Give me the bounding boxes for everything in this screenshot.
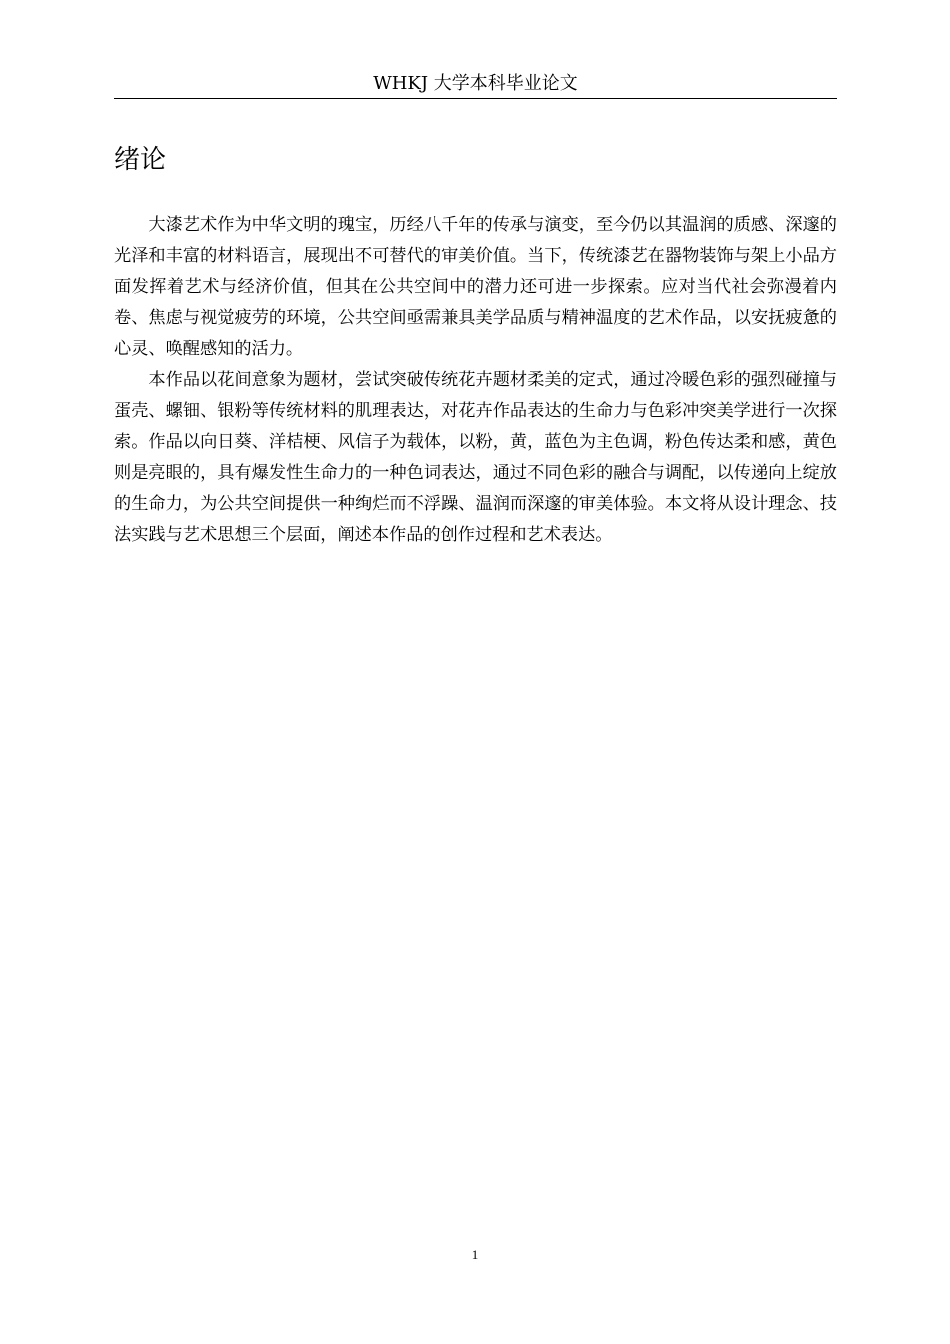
paragraph: 本作品以花间意象为题材，尝试突破传统花卉题材柔美的定式，通过冷暖色彩的强烈碰撞与蛋壳、螺钿、银粉等传统材料的肌理表达，对花卉作品表达的生命力与色彩冲突美学进行一次探索。作品以向日葵、洋桔梗、风信子为载体，以粉，黄，蓝色为主色调，粉色传达柔和感，黄色则是亮眼的，具有爆发性生命力的一种色词表达，通过不同色彩的融合与调配，以传递向上绽放的生命力，为公共空间提供一种绚烂而不浮躁、温润而深邃的审美体验。本文将从设计理念、技法实践与艺术思想三个层面，阐述本作品的创作过程和艺术表达。 <box>114 370 837 545</box>
section-title: 绪论 <box>114 145 167 175</box>
header-divider <box>114 98 837 99</box>
header-title: WHKJ 大学本科毕业论文 <box>373 73 578 94</box>
page-header <box>114 70 837 98</box>
paragraph: 大漆艺术作为中华文明的瑰宝，历经八千年的传承与演变，至今仍以其温润的质感、深邃的光泽和丰富的材料语言，展现出不可替代的审美价值。当下，传统漆艺在器物装饰与架上小品方面发挥着艺术与经济价值，但其在公共空间中的潜力还可进一步探索。应对当代社会弥漫着内卷、焦虑与视觉疲劳的环境，公共空间亟需兼具美学品质与精神温度的艺术作品，以安抚疲惫的心灵、唤醒感知的活力。 <box>114 215 837 359</box>
body-text <box>114 210 837 551</box>
page-number: 1 <box>471 1247 479 1262</box>
